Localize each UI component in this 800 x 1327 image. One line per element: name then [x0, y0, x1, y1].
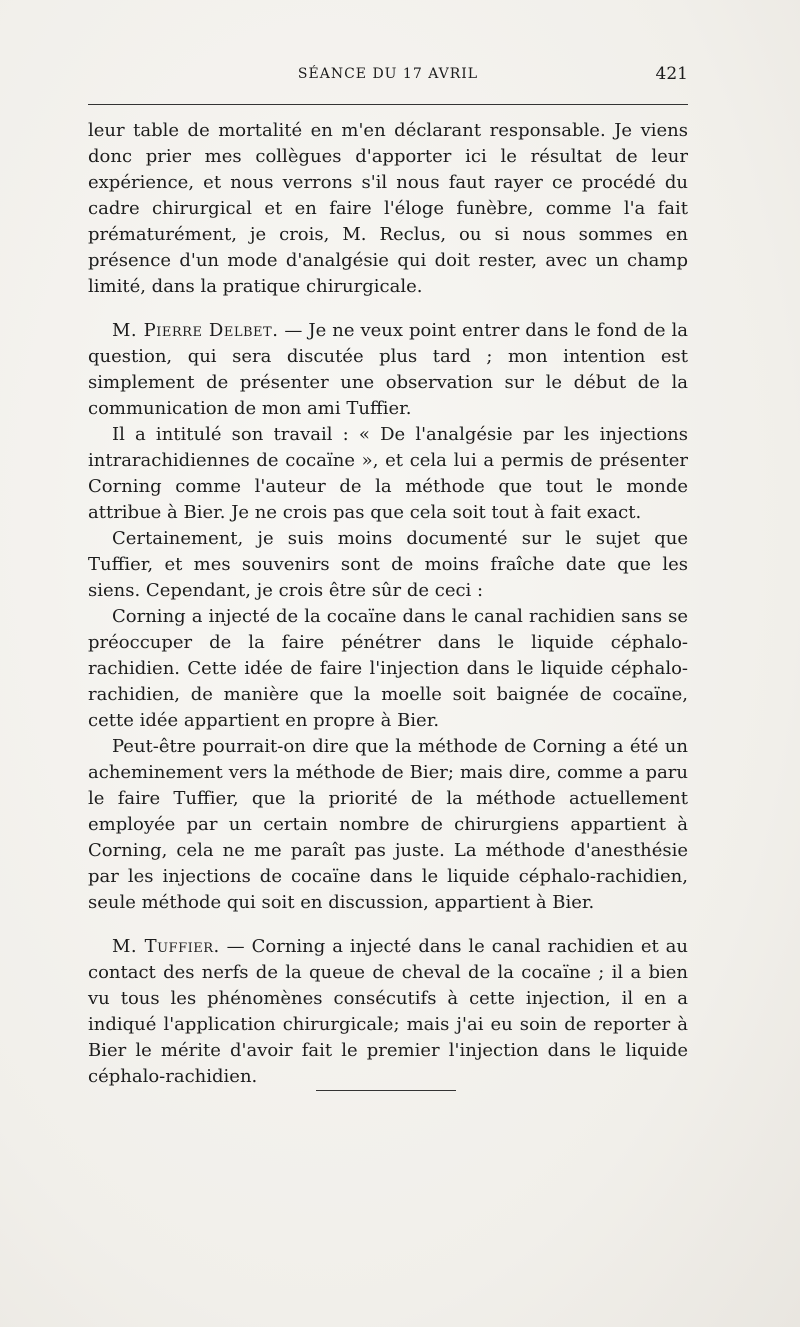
page-header	[88, 64, 688, 90]
paragraph-text: leur table de mortalité en m'en déclarant responsable. Je viens donc prier mes collègues d'apporter ici le résultat de leur expérience, et nous verrons s'il nous faut rayer ce procédé du cadre chirurgical et en faire l'éloge funèbre, comme l'a fait prématurément, je crois, M. Reclus, ou si nous sommes en présence d'un mode d'analgésie qui doit rester, avec un champ limité, dans la pratique chirurgicale.	[88, 120, 688, 297]
paragraph	[88, 734, 688, 916]
paragraph	[88, 604, 688, 734]
header-rule	[88, 104, 688, 105]
paragraph-text: — Je ne veux point entrer dans le fond de la question, qui sera discutée plus tard ; mon intention est simplement de présenter une observation sur le début de la communication de mon ami Tuffier.	[88, 320, 689, 419]
speaker-name: M. Pierre Delbet.	[112, 320, 279, 341]
paragraph-text: Certainement, je suis moins documenté sur le sujet que Tuffier, et mes souvenirs sont de moins fraîche date que les siens. Cependant, je crois être sûr de ceci :	[88, 528, 688, 601]
body-text	[88, 118, 688, 1090]
paragraph	[88, 422, 688, 526]
running-title: SÉANCE DU 17 AVRIL	[297, 66, 479, 82]
paragraph-text: Peut-être pourrait-on dire que la méthode de Corning a été un acheminement vers la méthode de Bier; mais dire, comme a paru le faire Tuffier, que la priorité de la méthode actuellement employée par un certain nombre de chirurgiens appartient à Corning, cela ne me paraît pas juste. La méthode d'anesthésie par les injections de cocaïne dans le liquide céphalo-rachidien, seule méthode qui soit en discussion, appartient à Bier.	[88, 736, 688, 913]
paragraph	[88, 934, 688, 1090]
paragraph	[88, 526, 688, 604]
paragraph-text: — Corning a injecté dans le canal rachidien et au contact des nerfs de la queue de cheval de la cocaïne ; il a bien vu tous les phénomènes consécutifs à cette injection, il en a indiqué l'application chirurgicale; mais j'ai eu soin de reporter à Bier le mérite d'avoir fait le premier l'injection dans le liquide céphalo-rachidien.	[88, 936, 688, 1087]
speaker-name: M. Tuffier.	[112, 936, 220, 957]
paragraph-text: Corning a injecté de la cocaïne dans le canal rachidien sans se préoccuper de la faire pénétrer dans le liquide céphalo-rachidien. Cette idée de faire l'injection dans le liquide céphalo-rachidien, de manière que la moelle soit baignée de cocaïne, cette idée appartient en propre à Bier.	[88, 606, 688, 731]
paragraph	[88, 318, 688, 422]
page-number: 421	[655, 64, 688, 84]
section-end-rule	[316, 1090, 456, 1091]
paragraph	[88, 118, 688, 300]
paragraph-text: Il a intitulé son travail : « De l'analgésie par les injections intrarachidiennes de cocaïne », et cela lui a permis de présenter Corning comme l'auteur de la méthode que tout le monde attribue à Bier. Je ne crois pas que cela soit tout à fait exact.	[88, 424, 688, 523]
